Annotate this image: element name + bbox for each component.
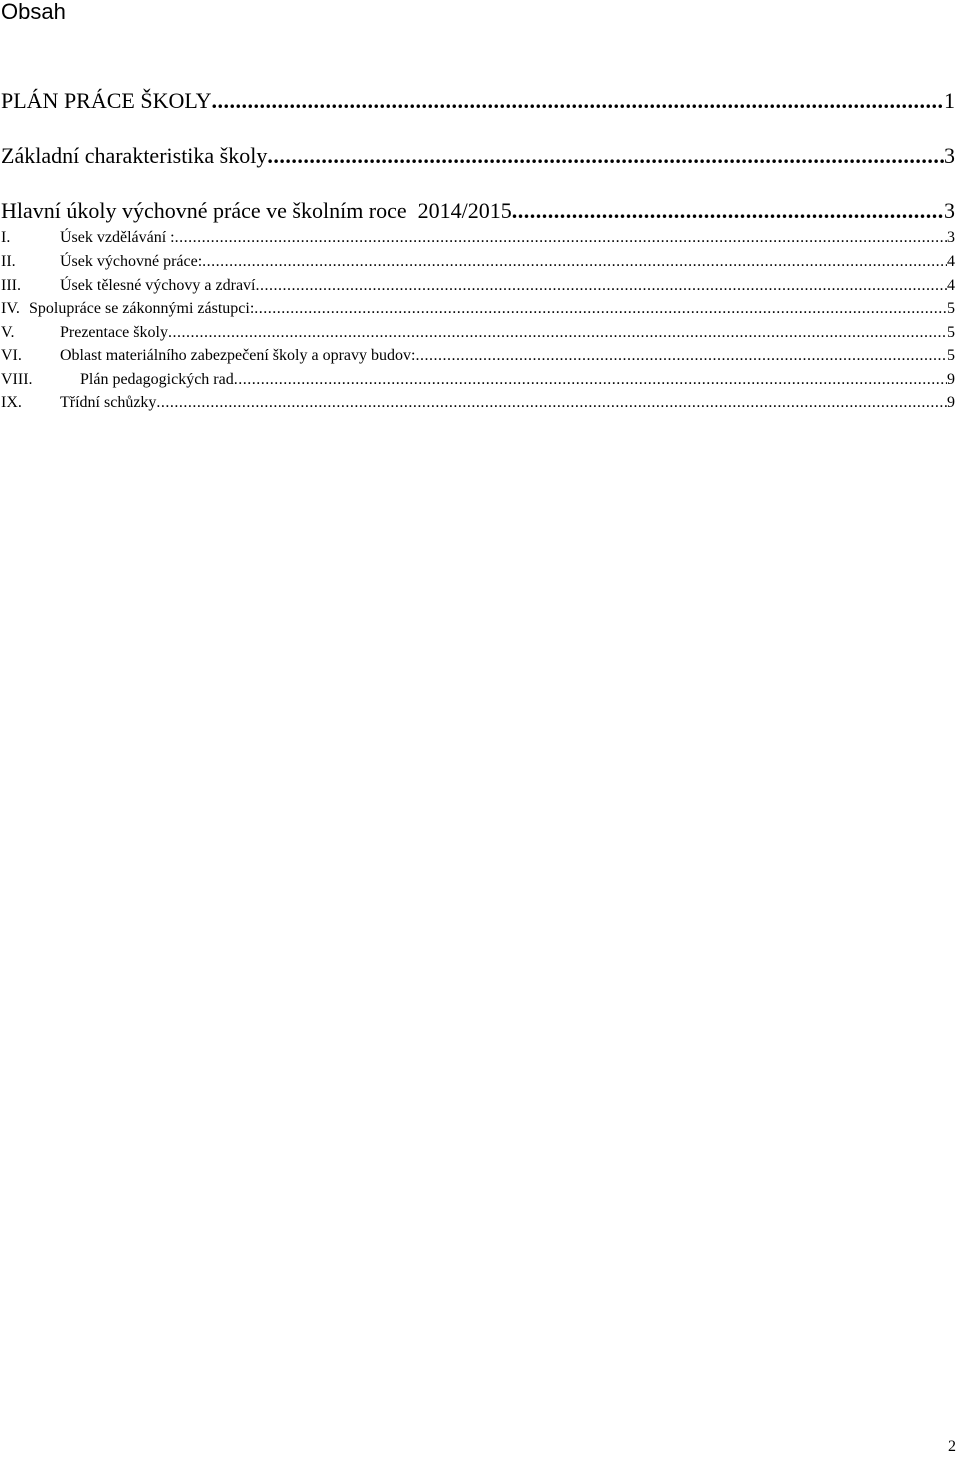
toc-entry-title: Úsek výchovné práce: (60, 253, 203, 270)
toc-entry-page: 3 (944, 198, 955, 223)
toc-entry-number: I. (1, 229, 11, 246)
toc-entry-title: Prezentace školy (60, 324, 168, 341)
toc-entry-page: 1 (944, 88, 955, 113)
toc-entry-page: 5 (947, 324, 955, 341)
toc-heading: Obsah (1, 0, 66, 24)
toc-entry-page: 3 (947, 229, 955, 246)
toc-leader-dots (267, 143, 944, 169)
toc-entry-plan-prace-skoly[interactable] (1, 88, 955, 114)
toc-leader-dots (168, 324, 947, 342)
toc-entry-number: II. (1, 253, 16, 270)
toc-entry-title: PLÁN PRÁCE ŠKOLY (1, 88, 212, 113)
toc-entry-number: VIII. (1, 371, 33, 388)
toc-entry-title: Oblast materiálního zabezpečení školy a opravy budov: (60, 347, 416, 364)
toc-entry-page: 9 (947, 394, 955, 411)
toc-entry-page: 9 (947, 371, 955, 388)
toc-entry-number: IX. (1, 394, 22, 411)
toc-entry-title: Hlavní úkoly výchovné práce ve školním roce 2014/2015 (1, 198, 512, 223)
toc-entry-number: III. (1, 277, 21, 294)
toc-entry-title: Třídní schůzky (60, 394, 157, 411)
toc-leader-dots (255, 277, 947, 295)
toc-entry-page: 3 (944, 143, 955, 168)
toc-entry-tridni-schuzky[interactable] (1, 394, 955, 412)
toc-entry-hlavni-ukoly[interactable] (1, 198, 955, 224)
toc-entry-zakladni-charakteristika[interactable] (1, 143, 955, 169)
toc-entry-usek-vychovne-prace[interactable] (1, 253, 955, 271)
toc-entry-prezentace-skoly[interactable] (1, 324, 955, 342)
toc-leader-dots (202, 253, 947, 271)
toc-entry-title: Základní charakteristika školy (1, 143, 268, 168)
toc-entry-number: V. (1, 324, 15, 341)
toc-entry-title: Úsek tělesné výchovy a zdraví (60, 277, 256, 294)
toc-entry-title: Spolupráce se zákonnými zástupci: (29, 300, 255, 317)
toc-entry-usek-telesne-vychovy[interactable] (1, 277, 955, 295)
page-number: 2 (948, 1438, 956, 1455)
toc-entry-page: 5 (947, 300, 955, 317)
toc-entry-number: IV. (1, 300, 20, 317)
toc-entry-page: 4 (947, 277, 955, 294)
toc-entry-usek-vzdelavani[interactable] (1, 229, 955, 247)
toc-leader-dots (512, 198, 944, 224)
toc-leader-dots (254, 300, 947, 318)
toc-entry-plan-pedagogickych-rad[interactable] (1, 371, 955, 389)
toc-leader-dots (212, 88, 945, 114)
toc-entry-title: Úsek vzdělávání : (60, 229, 175, 246)
toc-leader-dots (234, 371, 947, 389)
toc-entry-spoluprace[interactable] (1, 300, 955, 318)
toc-entry-title: Plán pedagogických rad (80, 371, 234, 388)
toc-entry-page: 4 (947, 253, 955, 270)
toc-entry-oblast-materialniho[interactable] (1, 347, 955, 365)
toc-entry-number: VI. (1, 347, 22, 364)
toc-leader-dots (175, 229, 947, 247)
toc-entry-page: 5 (947, 347, 955, 364)
toc-leader-dots (156, 394, 947, 412)
toc-leader-dots (415, 347, 947, 365)
